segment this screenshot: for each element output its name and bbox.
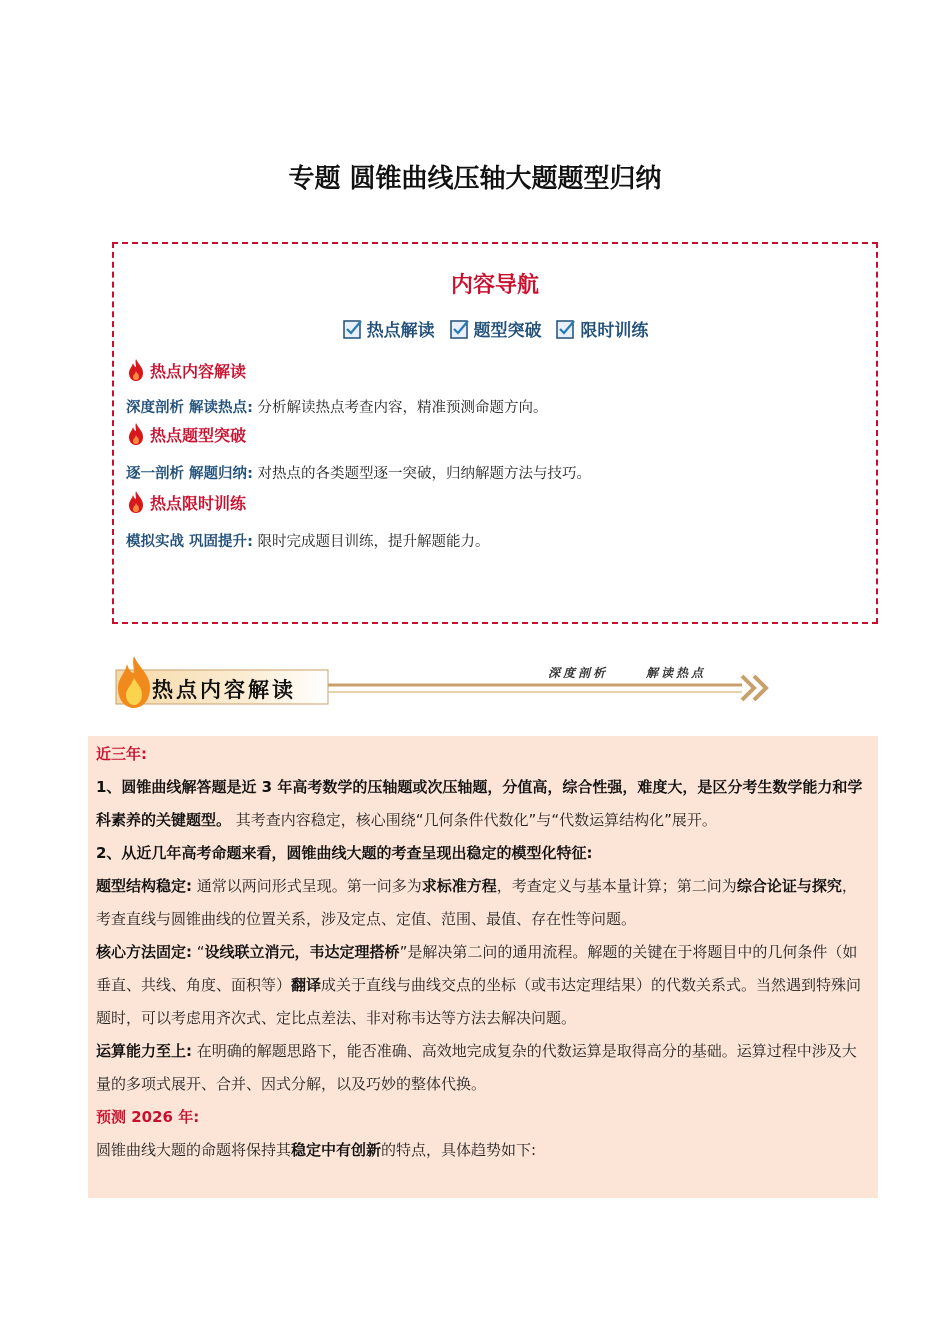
point-method: 核心方法固定: “设线联立消元，韦达定理搭桥”是解决第二问的通用流程。解题的关键在于将题目中的几何条件（如垂直、共线、角度、面积等）翻译成关于直线与曲线交点的坐标（或韦达定理结果）的代数关系式。当然遇到特殊问题时，可以考虑用齐次式、定比点差法、非对称韦达等方法去解决问题。 — [96, 943, 862, 1027]
point-structure: 题型结构稳定: 通常以两问形式呈现。第一问多为求标准方程，考查定义与基本量计算；第二问为综合论证与探究，考查直线与圆锥曲线的位置关系，涉及定点、定值、范围、最值、存在性等问题。 — [96, 877, 857, 928]
content-navigation-box — [112, 242, 878, 624]
recent-years-label: 近三年: — [96, 745, 147, 763]
section-heading-timed-training: 热点限时训练 — [126, 490, 246, 514]
fire-icon — [126, 422, 146, 446]
nav-tabs — [114, 316, 876, 345]
checklist-icon — [449, 318, 471, 340]
nav-tab-label: 热点解读 — [366, 321, 435, 341]
nav-tab-hot-reading[interactable] — [342, 316, 435, 341]
banner-sub-1: 深度剖析 — [548, 666, 609, 680]
fire-icon — [114, 654, 154, 710]
checklist-icon — [342, 318, 364, 340]
section-heading-hot-content: 热点内容解读 — [126, 358, 246, 382]
checklist-icon — [555, 318, 577, 340]
page-title: 专题 圆锥曲线压轴大题题型归纳 — [288, 164, 662, 194]
point-computation: 运算能力至上: 在明确的解题思路下，能否准确、高效地完成复杂的代数运算是取得高分的基础。运算过程中涉及大量的多项式展开、合并、因式分解，以及巧妙的整体代换。 — [96, 1042, 857, 1093]
nav-tab-timed-training[interactable] — [555, 316, 648, 341]
nav-heading: 内容导航 — [450, 273, 539, 298]
fire-icon — [126, 358, 146, 382]
paragraph-1: 1、圆锥曲线解答题是近 3 年高考数学的压轴题或次压轴题，分值高，综合性强，难度大，是区分考生数学能力和学科素养的关键题型。 其考查内容稳定，核心围绕“几何条件代数化”与“代数运算结构化”展开。 — [96, 778, 863, 829]
forecast-label: 预测 2026 年: — [96, 1108, 200, 1126]
banner-sub-2: 解读热点 — [646, 666, 707, 680]
nav-tab-question-types[interactable] — [449, 316, 542, 341]
section-banner — [112, 652, 772, 714]
forecast-text: 圆锥曲线大题的命题将保持其稳定中有创新的特点，具体趋势如下: — [96, 1141, 537, 1159]
paragraph-2: 2、从近几年高考命题来看，圆锥曲线大题的考查呈现出稳定的模型化特征: — [96, 844, 593, 862]
section-desc-hot-content: 深度剖析 解读热点: 分析解读热点考查内容，精准预测命题方向。 — [126, 400, 548, 416]
banner-title: 热点内容解读 — [152, 677, 296, 702]
section-heading-question-types: 热点题型突破 — [126, 422, 246, 446]
fire-icon — [126, 490, 146, 514]
hot-content-panel — [88, 736, 878, 1198]
nav-tab-label: 题型突破 — [473, 321, 542, 341]
section-desc-timed-training: 模拟实战 巩固提升: 限时完成题目训练，提升解题能力。 — [126, 534, 490, 550]
section-desc-question-types: 逐一剖析 解题归纳: 对热点的各类题型逐一突破，归纳解题方法与技巧。 — [126, 466, 591, 482]
nav-tab-label: 限时训练 — [580, 321, 649, 341]
